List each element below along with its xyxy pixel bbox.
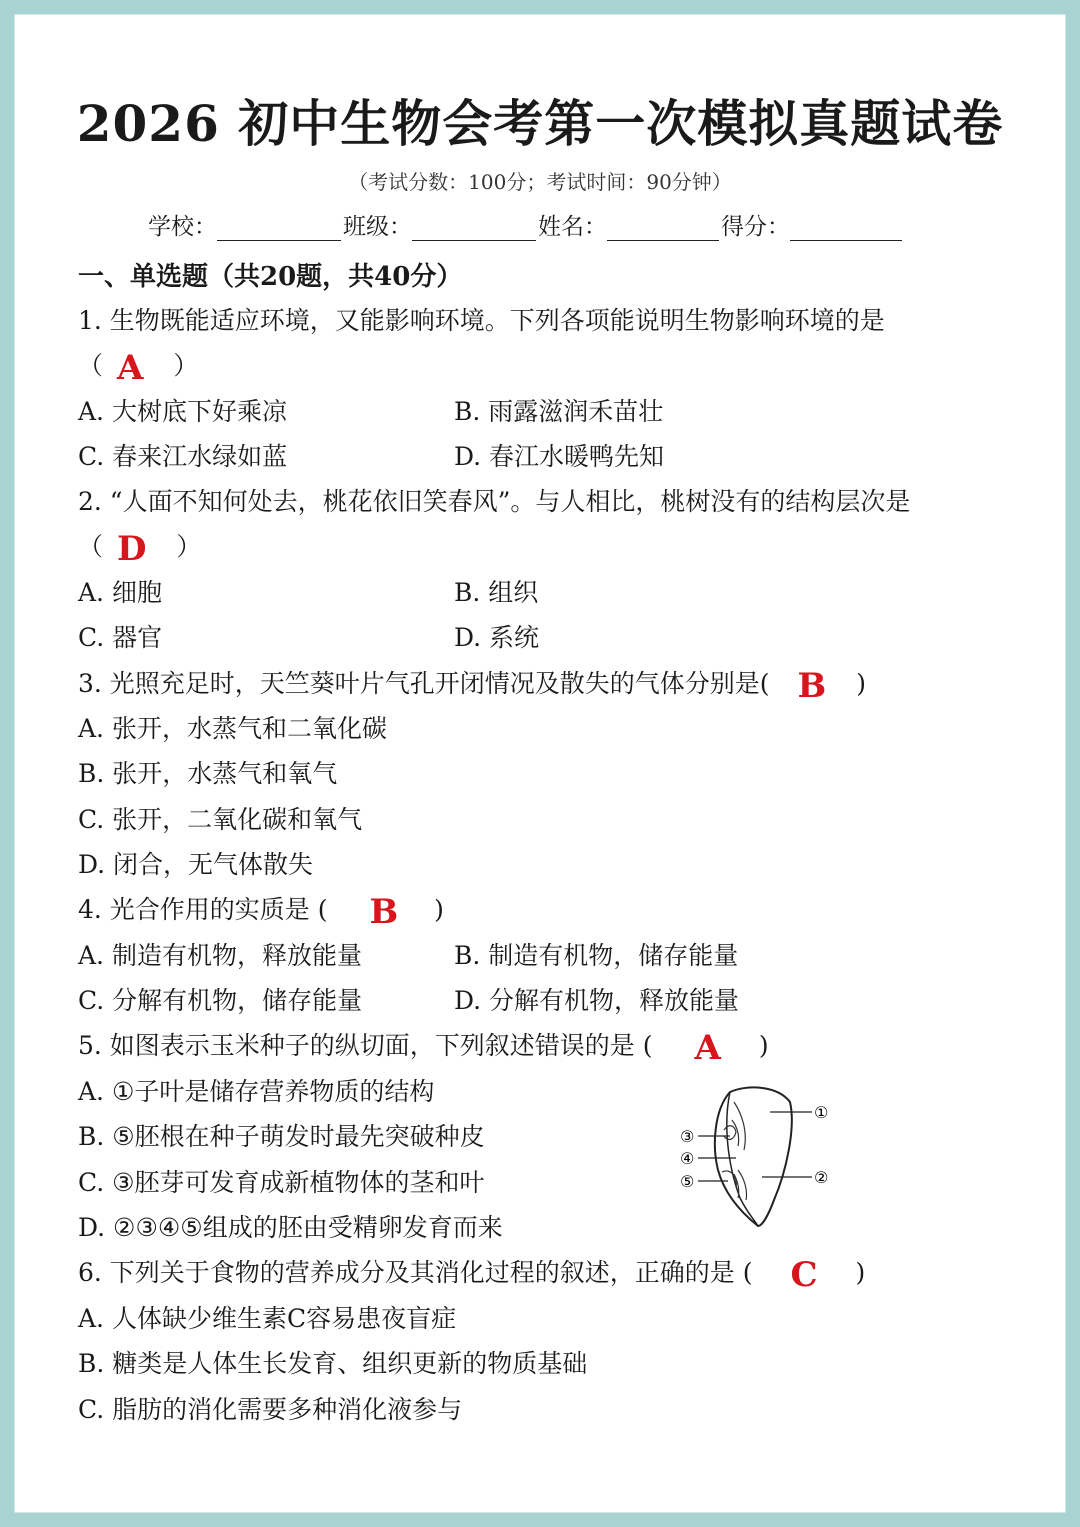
answer-mark: D (116, 528, 147, 569)
bracket-close: ) (434, 895, 444, 924)
bracket-close: ) (855, 1258, 866, 1287)
school-label: 学校： (148, 214, 217, 240)
question-3-option-b: B. 张开，水蒸气和氧气 (78, 759, 338, 788)
label-5: ⑤ (680, 1172, 695, 1191)
section-heading: 一、单选题（共20题，共40分） (78, 262, 463, 292)
question-4-option-a: A. 制造有机物，释放能量 (78, 941, 362, 970)
question-6-stem: 6. 下列关于食物的营养成分及其消化过程的叙述，正确的是 ( (78, 1258, 753, 1287)
plumule-detail (724, 1126, 736, 1140)
answer-mark: C (790, 1254, 818, 1295)
question-4-stem: 4. 光合作用的实质是 ( (78, 895, 328, 924)
question-6-stem-line (78, 1253, 865, 1293)
class-blank[interactable] (412, 212, 536, 241)
question-2-option-d: D. 系统 (454, 623, 540, 652)
question-5-option-b: B. ⑤胚根在种子萌发时最先突破种皮 (78, 1122, 485, 1151)
bracket-close: ) (758, 1031, 769, 1060)
answer-mark: A (116, 347, 144, 388)
question-3-stem: 3. 光照充足时，天竺葵叶片气孔开闭情况及散失的气体分别是( (78, 669, 770, 698)
question-5-option-c: C. ③胚芽可发育成新植物体的茎和叶 (78, 1168, 485, 1197)
score-label: 得分： (721, 214, 790, 240)
name-label: 姓名： (538, 214, 607, 240)
question-5-stem-line (78, 1026, 769, 1066)
question-1-option-c: C. 春来江水绿如蓝 (78, 442, 288, 471)
corn-seed-diagram (678, 1080, 838, 1230)
embryo-detail (732, 1102, 747, 1200)
question-2-option-b: B. 组织 (454, 578, 539, 607)
seed-outline (715, 1087, 792, 1226)
question-3-option-d: D. 闭合，无气体散失 (78, 850, 314, 879)
question-1-option-a: A. 大树底下好乘凉 (78, 397, 287, 426)
question-1-answer-line (78, 346, 198, 386)
question-4-option-b: B. 制造有机物，储存能量 (454, 941, 739, 970)
answer-mark: B (797, 665, 827, 706)
school-blank[interactable] (217, 212, 341, 241)
question-3-option-c: C. 张开，二氧化碳和氧气 (78, 805, 363, 834)
score-blank[interactable] (790, 212, 902, 241)
bracket-close: ） (176, 532, 202, 561)
question-5-stem: 5. 如图表示玉米种子的纵切面，下列叙述错误的是 ( (78, 1031, 653, 1060)
label-2: ② (814, 1168, 829, 1187)
class-label: 班级： (343, 214, 412, 240)
question-5-option-a: A. ①子叶是储存营养物质的结构 (78, 1077, 435, 1106)
question-6-option-c: C. 脂肪的消化需要多种消化液参与 (78, 1395, 463, 1424)
student-info-row (148, 208, 904, 241)
question-6-option-a: A. 人体缺少维生素C容易患夜盲症 (78, 1304, 457, 1333)
answer-mark: B (369, 891, 399, 932)
question-3-option-a: A. 张开，水蒸气和二氧化碳 (78, 714, 387, 743)
question-6-option-b: B. 糖类是人体生长发育、组织更新的物质基础 (78, 1349, 588, 1378)
label-1: ① (814, 1103, 829, 1122)
label-3: ③ (680, 1127, 695, 1146)
question-4-option-d: D. 分解有机物，释放能量 (454, 986, 740, 1015)
bracket-open: （ (78, 532, 104, 561)
question-2-option-c: C. 器官 (78, 623, 163, 652)
question-1-option-b: B. 雨露滋润禾苗壮 (454, 397, 664, 426)
answer-mark: A (694, 1027, 721, 1068)
bracket-close: ） (173, 351, 199, 380)
corn-seed-svg (678, 1080, 838, 1230)
exam-subtitle: （考试分数：100分；考试时间：90分钟） (348, 170, 732, 194)
question-4-option-c: C. 分解有机物，储存能量 (78, 986, 363, 1015)
question-2-answer-line (78, 527, 201, 567)
exam-title: 2026 初中生物会考第一次模拟真题试卷 (76, 94, 1004, 153)
seed-inner-line (727, 1092, 758, 1226)
question-2-stem: 2. “人面不知何处去，桃花依旧笑春风”。与人相比，桃树没有的结构层次是 (78, 487, 911, 516)
name-blank[interactable] (607, 212, 719, 241)
bracket-close: ) (856, 669, 866, 698)
question-4-stem-line (78, 890, 444, 930)
question-1-option-d: D. 春江水暖鸭先知 (454, 442, 665, 471)
label-4: ④ (680, 1149, 695, 1168)
bracket-open: （ (78, 351, 104, 380)
question-5-option-d: D. ②③④⑤组成的胚由受精卵发育而来 (78, 1213, 503, 1242)
question-3-stem-line (78, 664, 866, 704)
question-1-stem: 1. 生物既能适应环境，又能影响环境。下列各项能说明生物影响环境的是 (78, 306, 885, 335)
question-2-option-a: A. 细胞 (78, 578, 162, 607)
